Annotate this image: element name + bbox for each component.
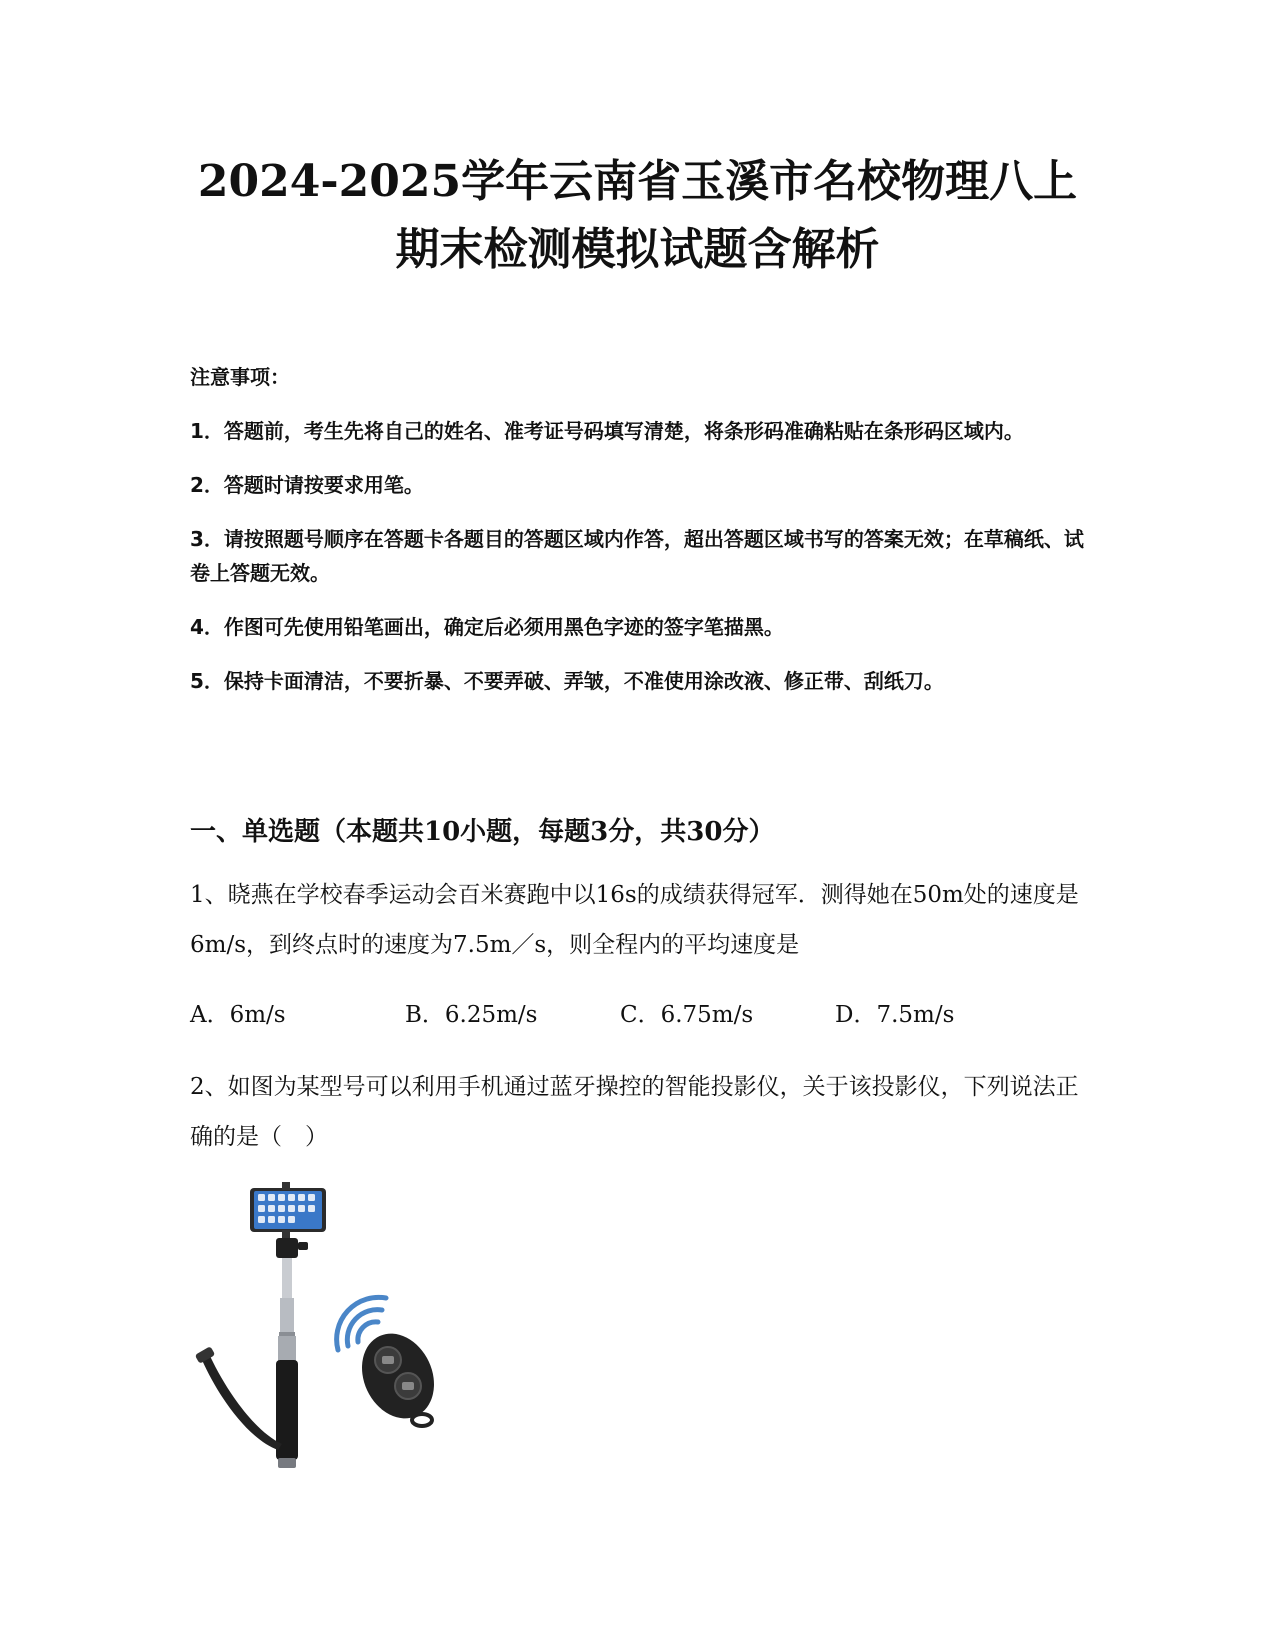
selfie-stick-icon bbox=[195, 1258, 298, 1468]
question-2-text: 2、如图为某型号可以利用手机通过蓝牙操控的智能投影仪，关于该投影仪，下列说法正确的是（ ） bbox=[190, 1074, 1079, 1150]
option-a: A．6m/s bbox=[190, 1002, 286, 1028]
document-title bbox=[150, 148, 1125, 284]
clamp-knob bbox=[298, 1242, 308, 1250]
question-1-text: 1、晓燕在学校春季运动会百米赛跑中以16s的成绩获得冠军．测得她在50m处的速度是 6m/s，到终点时的速度为7.5m／s，则全程内的平均速度是 bbox=[190, 882, 1079, 958]
notice-item: 1．答题前，考生先将自己的姓名、准考证号码填写清楚，将条形码准确粘贴在条形码区域内。 bbox=[190, 419, 1024, 443]
notice-block bbox=[190, 360, 1090, 718]
question-2-figure bbox=[190, 1180, 490, 1490]
phone-screen-icon bbox=[250, 1182, 326, 1238]
notice-item: 2．答题时请按要求用笔。 bbox=[190, 473, 424, 497]
clamp-head bbox=[276, 1238, 298, 1258]
title-line-2: 期末检测模拟试题含解析 bbox=[395, 224, 880, 275]
notice-item: 3．请按照题号顺序在答题卡各题目的答题区域内作答，超出答题区域书写的答案无效；在草稿纸、试卷上答题无效。 bbox=[190, 527, 1084, 585]
option-c: C．6.75m/s bbox=[620, 1002, 754, 1028]
section-title: 一、单选题（本题共10小题，每题3分，共30分） bbox=[190, 817, 775, 847]
bluetooth-remote-icon bbox=[349, 1322, 448, 1430]
option-d: D．7.5m/s bbox=[835, 1002, 955, 1028]
option-b: B．6.25m/s bbox=[405, 1002, 538, 1028]
selfie-stick-illustration bbox=[190, 1180, 490, 1490]
notice-item: 5．保持卡面清洁，不要折暴、不要弄破、弄皱，不准使用涂改液、修正带、刮纸刀。 bbox=[190, 669, 944, 693]
title-line-1: 2024-2025学年云南省玉溪市名校物理八上 bbox=[197, 156, 1078, 207]
notice-heading: 注意事项： bbox=[190, 365, 290, 389]
notice-item: 4．作图可先使用铅笔画出，确定后必须用黑色字迹的签字笔描黑。 bbox=[190, 615, 784, 639]
